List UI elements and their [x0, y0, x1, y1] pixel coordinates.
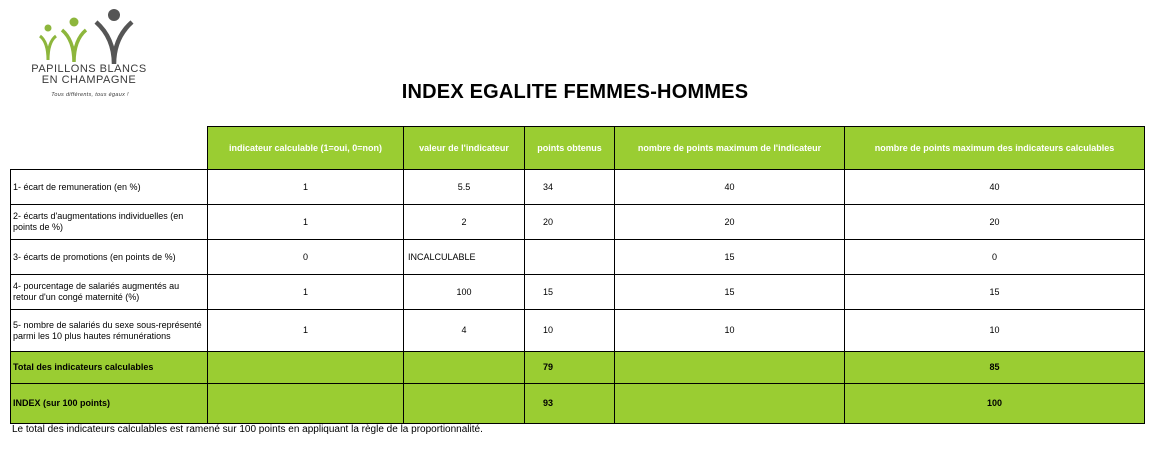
cell-max-calc: 40 [845, 170, 1145, 205]
header-corner [11, 127, 208, 170]
header-max-calculables: nombre de points maximum des indicateurs calculables [845, 127, 1145, 170]
footnote: Le total des indicateurs calculables est ramené sur 100 points en appliquant la règle de la proportionnalité. [12, 424, 483, 435]
cell-max-calc: 0 [845, 240, 1145, 275]
total-points: 79 [525, 352, 615, 384]
cell-max-calc: 20 [845, 205, 1145, 240]
table-row [11, 205, 1145, 240]
row-label: 5- nombre de salariés du sexe sous-représenté parmi les 10 plus hautes rémunérations [11, 310, 208, 352]
header-calculable: indicateur calculable (1=oui, 0=non) [208, 127, 404, 170]
cell-calc: 1 [208, 205, 404, 240]
row-label: 1- écart de remuneration (en %) [11, 170, 208, 205]
cell-max: 40 [615, 170, 845, 205]
cell-value: 100 [404, 275, 525, 310]
header-max-indicateur: nombre de points maximum de l'indicateur [615, 127, 845, 170]
row-label: 2- écarts d'augmentations individuelles (en points de %) [11, 205, 208, 240]
table-row [11, 240, 1145, 275]
index-label: INDEX (sur 100 points) [11, 384, 208, 424]
total-value [404, 352, 525, 384]
logo-name-line1: PAPILLONS BLANCS [31, 63, 147, 75]
cell-max: 15 [615, 275, 845, 310]
cell-value: 2 [404, 205, 525, 240]
index-calc [208, 384, 404, 424]
cell-points: 10 [525, 310, 615, 352]
total-row [11, 352, 1145, 384]
butterfly-people-logo-icon [34, 8, 144, 64]
cell-calc: 1 [208, 170, 404, 205]
logo-tagline: Tous différents, tous égaux ! [51, 92, 129, 98]
header-row [11, 127, 1145, 170]
header-points: points obtenus [525, 127, 615, 170]
index-table [10, 126, 1145, 424]
table-row [11, 310, 1145, 352]
row-label: 4- pourcentage de salariés augmentés au retour d'un congé maternité (%) [11, 275, 208, 310]
cell-points [525, 240, 615, 275]
total-calc [208, 352, 404, 384]
total-max-calc: 85 [845, 352, 1145, 384]
total-max [615, 352, 845, 384]
cell-points: 15 [525, 275, 615, 310]
cell-max: 15 [615, 240, 845, 275]
cell-calc: 1 [208, 275, 404, 310]
cell-points: 34 [525, 170, 615, 205]
cell-max-calc: 15 [845, 275, 1145, 310]
header-valeur: valeur de l'indicateur [404, 127, 525, 170]
logo-name-line2: EN CHAMPAGNE [41, 74, 137, 86]
index-max-calc: 100 [845, 384, 1145, 424]
cell-max: 10 [615, 310, 845, 352]
row-label: 3- écarts de promotions (en points de %) [11, 240, 208, 275]
cell-value: INCALCULABLE [404, 240, 525, 275]
index-row [11, 384, 1145, 424]
total-label: Total des indicateurs calculables [11, 352, 208, 384]
table-row [11, 170, 1145, 205]
index-points: 93 [525, 384, 615, 424]
page-title: INDEX EGALITE FEMMES-HOMMES [401, 81, 749, 103]
index-value [404, 384, 525, 424]
cell-value: 4 [404, 310, 525, 352]
table-row [11, 275, 1145, 310]
cell-value: 5.5 [404, 170, 525, 205]
index-max [615, 384, 845, 424]
cell-max: 20 [615, 205, 845, 240]
cell-calc: 1 [208, 310, 404, 352]
cell-calc: 0 [208, 240, 404, 275]
cell-points: 20 [525, 205, 615, 240]
cell-max-calc: 10 [845, 310, 1145, 352]
